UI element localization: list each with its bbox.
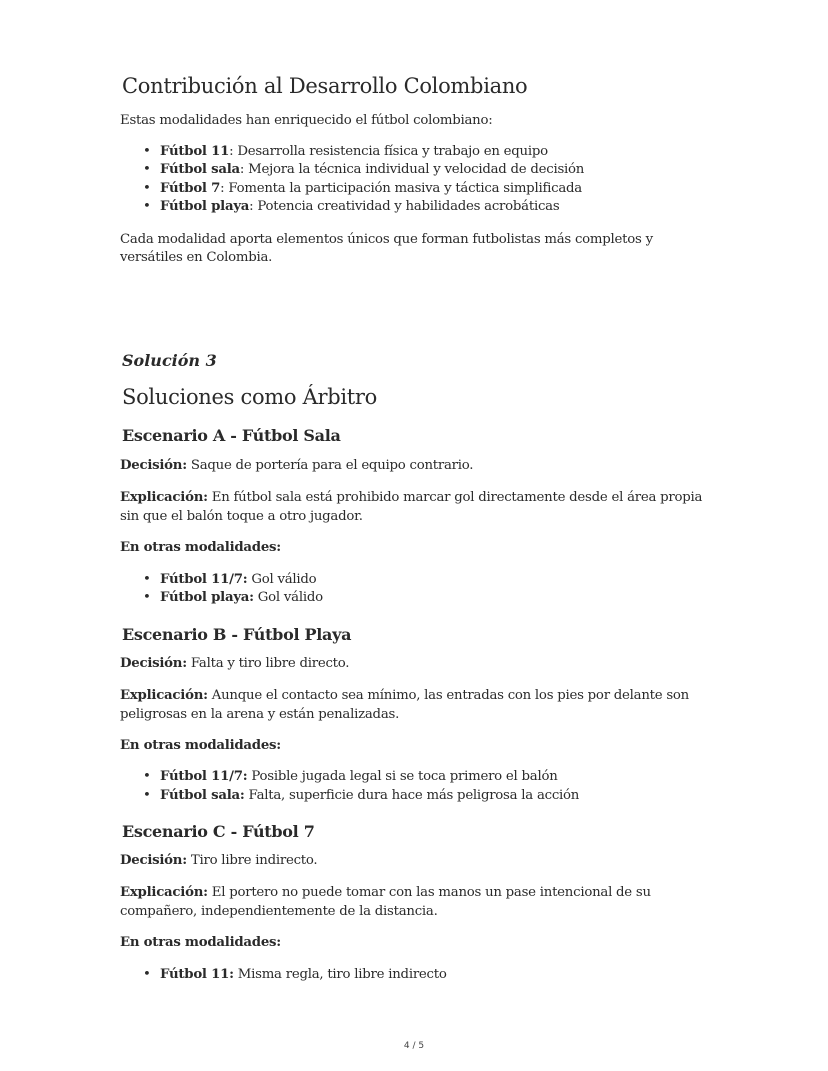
page-number: 4 / 5 [403, 1041, 425, 1051]
explanation-cont: sin que el balón toque a otro jugador. [120, 509, 363, 524]
solution-title: Soluciones como Árbitro [122, 385, 378, 409]
list-item: • Fútbol 11/7: Gol válido [160, 571, 316, 589]
list-item: • Fútbol 11/7: Posible jugada legal si se toca primero el balón [160, 768, 558, 786]
explanation: Explicación: El portero no puede tomar con las manos un pase intencional de su [120, 885, 651, 900]
closing-text: Cada modalidad aporta elementos únicos que forman futbolistas más completos y [120, 232, 653, 247]
explanation: Explicación: Aunque el contacto sea mínimo, las entradas con los pies por delante son [120, 688, 689, 703]
list-item: • Fútbol playa: Gol válido [160, 589, 323, 607]
intro-text: Estas modalidades han enriquecido el fútbol colombiano: [120, 113, 493, 128]
list-item: • Fútbol playa: Potencia creatividad y habilidades acrobáticas [160, 198, 559, 216]
closing-text: versátiles en Colombia. [120, 250, 273, 265]
scenario-title: Escenario B - Fútbol Playa [122, 625, 352, 644]
section-title: Contribución al Desarrollo Colombiano [122, 74, 528, 98]
list-item: • Fútbol sala: Falta, superficie dura hace más peligrosa la acción [160, 787, 579, 805]
explanation-cont: compañero, independientemente de la distancia. [120, 904, 438, 919]
decision: Decisión: Saque de portería para el equipo contrario. [120, 458, 474, 473]
decision: Decisión: Tiro libre indirecto. [120, 853, 318, 868]
others-label: En otras modalidades: [120, 738, 281, 753]
list-item: • Fútbol 11: Misma regla, tiro libre indirecto [160, 966, 447, 984]
others-label: En otras modalidades: [120, 935, 281, 950]
scenario-title: Escenario A - Fútbol Sala [122, 426, 341, 445]
list-item: • Fútbol 11: Desarrolla resistencia física y trabajo en equipo [160, 143, 548, 161]
decision: Decisión: Falta y tiro libre directo. [120, 656, 350, 671]
explanation: Explicación: En fútbol sala está prohibido marcar gol directamente desde el área propia [120, 490, 703, 505]
others-label: En otras modalidades: [120, 540, 281, 555]
scenario-title: Escenario C - Fútbol 7 [122, 822, 315, 841]
solution-label: Solución 3 [122, 351, 217, 370]
list-item: • Fútbol sala: Mejora la técnica individual y velocidad de decisión [160, 161, 584, 179]
list-item: • Fútbol 7: Fomenta la participación masiva y táctica simplificada [160, 180, 582, 198]
explanation-cont: peligrosas en la arena y están penalizadas. [120, 707, 400, 722]
